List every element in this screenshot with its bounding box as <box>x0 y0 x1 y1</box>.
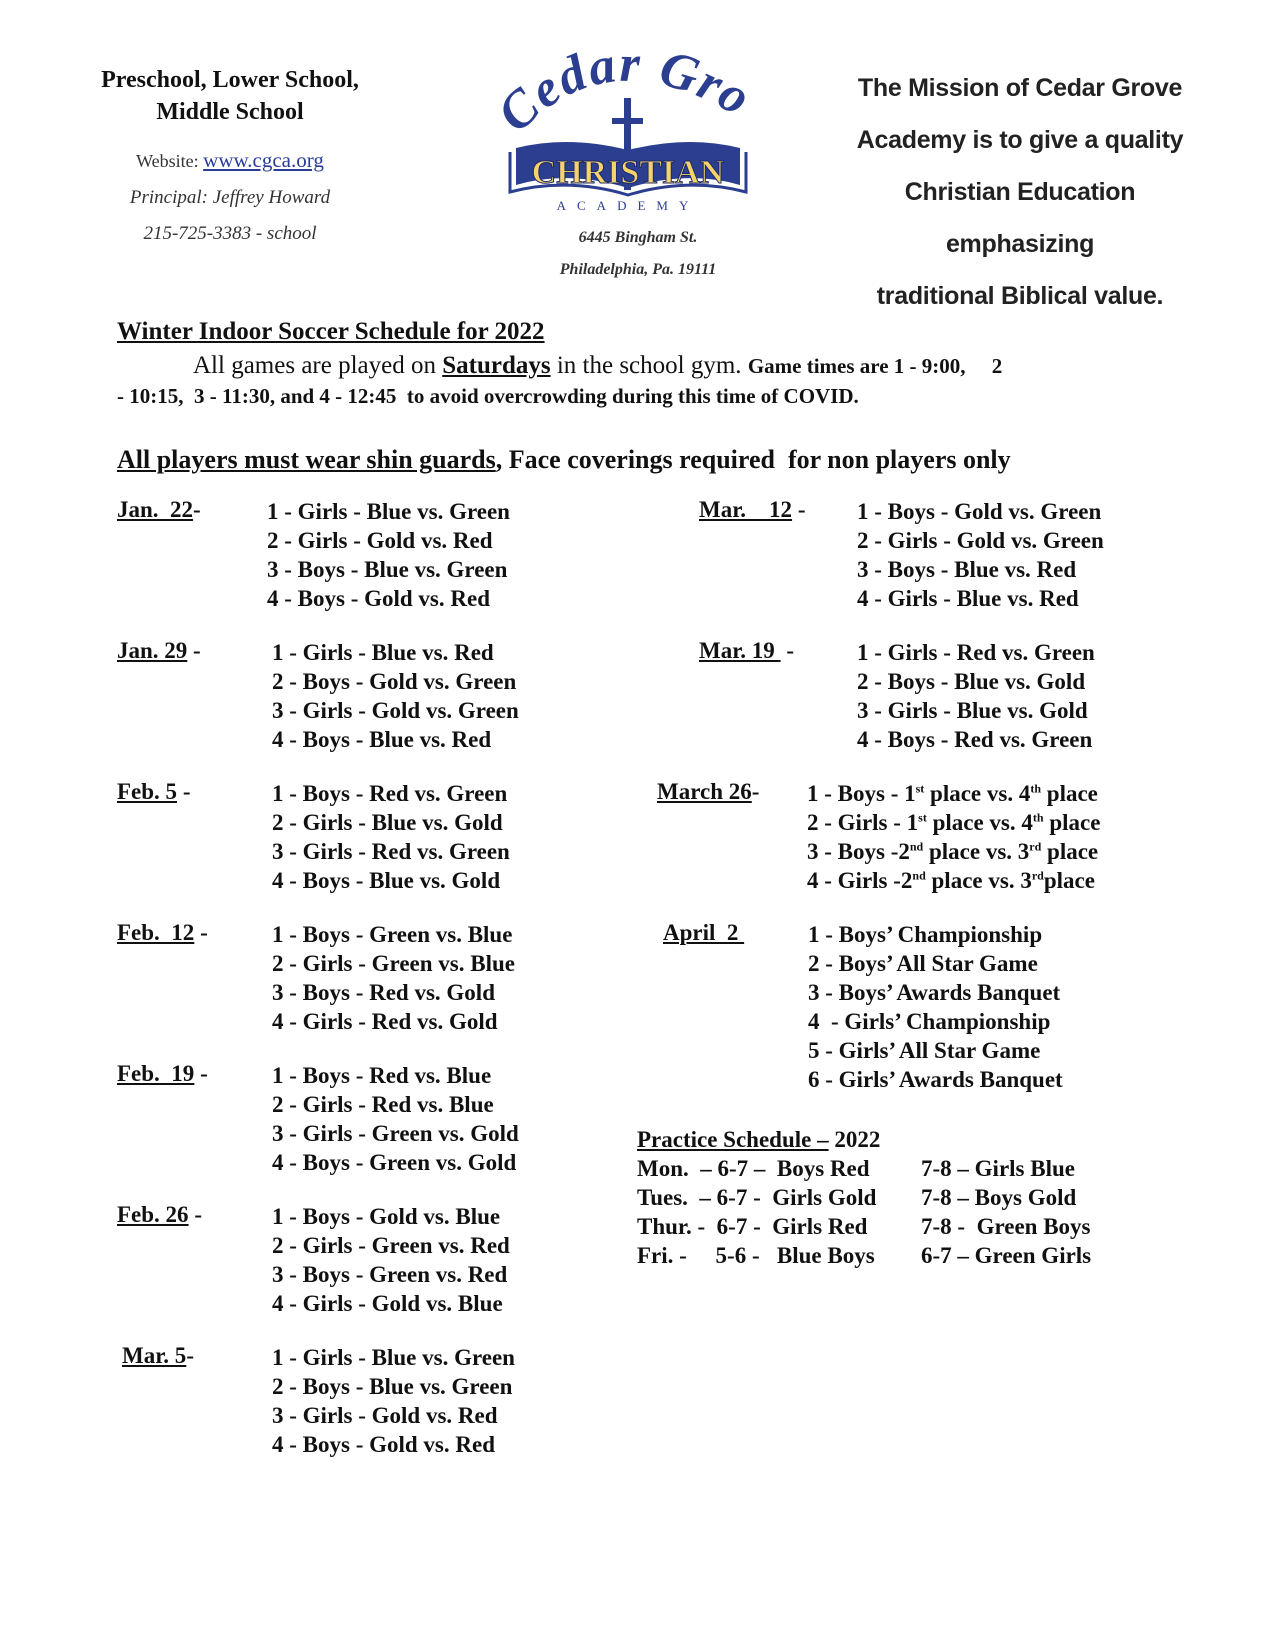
game-item: 6 - Girls’ Awards Banquet <box>808 1067 1063 1092</box>
rules-line <box>117 445 1011 475</box>
game-item: 2 - Boys - Blue vs. Green <box>272 1374 513 1399</box>
mission-line: Christian Education emphasizing <box>904 178 1136 258</box>
practice-row-early: Tues. – 6-7 - Girls Gold <box>637 1185 877 1210</box>
game-date: Mar. 5- <box>122 1343 194 1368</box>
game-list <box>272 638 519 754</box>
game-item: 1 - Girls - Blue vs. Red <box>272 640 494 665</box>
practice-row-late: 7-8 – Girls Blue <box>921 1156 1075 1181</box>
game-item: 3 - Boys’ Awards Banquet <box>808 980 1061 1005</box>
game-item: 4 - Boys - Gold vs. Red <box>267 586 490 611</box>
game-item: 2 - Girls - 1st place vs. 4th place <box>807 810 1101 835</box>
game-item: 3 - Girls - Green vs. Gold <box>272 1121 519 1146</box>
mission-line: traditional Biblical value. <box>876 282 1164 310</box>
game-item: 1 - Girls - Blue vs. Green <box>267 499 510 524</box>
mission-statement <box>835 62 1205 322</box>
intro-line2: - 10:15, 3 - 11:30, and 4 - 12:45 to avoid overcrowding during this time of COVID. <box>117 384 859 408</box>
face-covering-rule: , Face coverings required for non players only <box>495 445 1011 474</box>
game-date: Mar. 12 - <box>699 497 806 522</box>
game-list <box>272 779 510 895</box>
game-item: 1 - Boys - Gold vs. Blue <box>272 1204 501 1229</box>
school-info <box>60 64 400 245</box>
game-item: 2 - Girls - Blue vs. Gold <box>272 810 503 835</box>
game-list <box>857 497 1104 613</box>
game-date: Mar. 19 - <box>699 638 794 663</box>
practice-row-late: 7-8 - Green Boys <box>921 1214 1091 1239</box>
game-date: Feb. 26 - <box>117 1202 202 1227</box>
game-item: 4 - Girls - Blue vs. Red <box>857 586 1079 611</box>
game-item: 4 - Girls - Red vs. Gold <box>272 1009 498 1034</box>
game-item: 1 - Boys - Gold vs. Green <box>857 499 1102 524</box>
game-item: 4 - Boys - Blue vs. Gold <box>272 868 501 893</box>
school-levels-line2: Middle School <box>156 99 304 125</box>
shin-guard-rule: All players must wear shin guards <box>117 445 496 474</box>
game-item: 3 - Girls - Gold vs. Green <box>272 698 519 723</box>
game-item: 3 - Boys - Blue vs. Green <box>267 557 508 582</box>
game-item: 4 - Girls’ Championship <box>808 1009 1051 1034</box>
game-date: April 2 <box>663 920 745 945</box>
logo-top-text: edar Gro <box>520 40 762 128</box>
game-item: 3 - Boys - Red vs. Gold <box>272 980 495 1005</box>
game-date: Jan. 29 - <box>117 638 201 663</box>
logo-graphic <box>498 40 778 220</box>
game-item: 4 - Boys - Green vs. Gold <box>272 1150 517 1175</box>
game-item: 4 - Boys - Red vs. Green <box>857 727 1093 752</box>
game-item: 3 - Boys - Blue vs. Red <box>857 557 1077 582</box>
game-item: 2 - Girls - Gold vs. Green <box>857 528 1104 553</box>
game-item: 1 - Girls - Red vs. Green <box>857 640 1095 665</box>
game-list <box>807 779 1100 895</box>
game-item: 2 - Boys - Blue vs. Gold <box>857 669 1086 694</box>
game-item: 3 - Girls - Gold vs. Red <box>272 1403 498 1428</box>
game-item: 1 - Boys - Green vs. Blue <box>272 922 513 947</box>
game-item: 1 - Boys - Red vs. Green <box>272 781 508 806</box>
practice-row-early: Fri. - 5-6 - Blue Boys <box>637 1243 875 1268</box>
game-item: 2 - Girls - Green vs. Red <box>272 1233 510 1258</box>
saturdays-text: Saturdays <box>442 352 551 379</box>
game-item: 2 - Girls - Green vs. Blue <box>272 951 515 976</box>
game-item: 5 - Girls’ All Star Game <box>808 1038 1041 1063</box>
game-item: 3 - Boys - Green vs. Red <box>272 1262 508 1287</box>
school-levels-line1: Preschool, Lower School, <box>101 67 359 93</box>
website-label: Website: <box>136 151 199 171</box>
practice-row-early: Mon. – 6-7 – Boys Red <box>637 1156 870 1181</box>
practice-row-late: 7-8 – Boys Gold <box>921 1185 1077 1210</box>
mission-line: The Mission of Cedar Grove <box>857 74 1183 102</box>
website-link[interactable]: www.cgca.org <box>203 148 324 172</box>
game-item: 1 - Boys - 1st place vs. 4th place <box>807 781 1098 806</box>
game-list <box>272 1343 515 1459</box>
intro-line1 <box>117 352 1002 380</box>
practice-row-early: Thur. - 6-7 - Girls Red <box>637 1214 868 1239</box>
game-item: 1 - Girls - Blue vs. Green <box>272 1345 515 1370</box>
game-list <box>808 920 1063 1094</box>
game-times-text: Game times are 1 - 9:00, 2 <box>747 354 1003 378</box>
game-item: 2 - Girls - Gold vs. Red <box>267 528 493 553</box>
game-item: 4 - Girls - Gold vs. Blue <box>272 1291 503 1316</box>
game-item: 3 - Girls - Red vs. Green <box>272 839 510 864</box>
game-item: 1 - Boys’ Championship <box>808 922 1043 947</box>
practice-row-late: 6-7 – Green Girls <box>921 1243 1092 1268</box>
academy-logo <box>498 40 778 290</box>
page-title: Winter Indoor Soccer Schedule for 2022 <box>117 318 545 345</box>
logo-main-text: CHRISTIAN <box>531 154 725 191</box>
game-item: 2 - Boys - Gold vs. Green <box>272 669 517 694</box>
game-item: 3 - Boys -2nd place vs. 3rd place <box>807 839 1099 864</box>
game-date: Feb. 19 - <box>117 1061 208 1086</box>
intro-text: All games are played on <box>193 352 436 379</box>
game-item: 4 - Boys - Blue vs. Red <box>272 727 492 752</box>
address-line2: Philadelphia, Pa. 19111 <box>559 261 717 278</box>
logo-sub-text: ACADEMY <box>556 198 700 213</box>
game-list <box>857 638 1095 754</box>
address-line1: 6445 Bingham St. <box>578 229 698 246</box>
game-date: Feb. 5 - <box>117 779 191 804</box>
game-item: 3 - Girls - Blue vs. Gold <box>857 698 1088 723</box>
game-list <box>272 920 515 1036</box>
intro-text: in the school gym. <box>556 352 742 379</box>
principal: Principal: Jeffrey Howard <box>129 187 331 208</box>
website-line <box>60 148 400 173</box>
game-item: 4 - Boys - Gold vs. Red <box>272 1432 495 1457</box>
game-list <box>272 1061 519 1177</box>
practice-title: Practice Schedule – 2022 <box>637 1127 881 1152</box>
game-item: 4 - Girls -2nd place vs. 3rdplace <box>807 868 1095 893</box>
game-item: 1 - Boys - Red vs. Blue <box>272 1063 492 1088</box>
mission-line: Academy is to give a quality <box>856 126 1184 154</box>
game-item: 2 - Boys’ All Star Game <box>808 951 1038 976</box>
game-list <box>267 497 510 613</box>
game-item: 2 - Girls - Red vs. Blue <box>272 1092 494 1117</box>
game-date: Jan. 22- <box>117 497 201 522</box>
game-date: March 26- <box>657 779 760 804</box>
game-date: Feb. 12 - <box>117 920 208 945</box>
phone: 215-725-3383 - school <box>143 223 317 244</box>
game-list <box>272 1202 510 1318</box>
